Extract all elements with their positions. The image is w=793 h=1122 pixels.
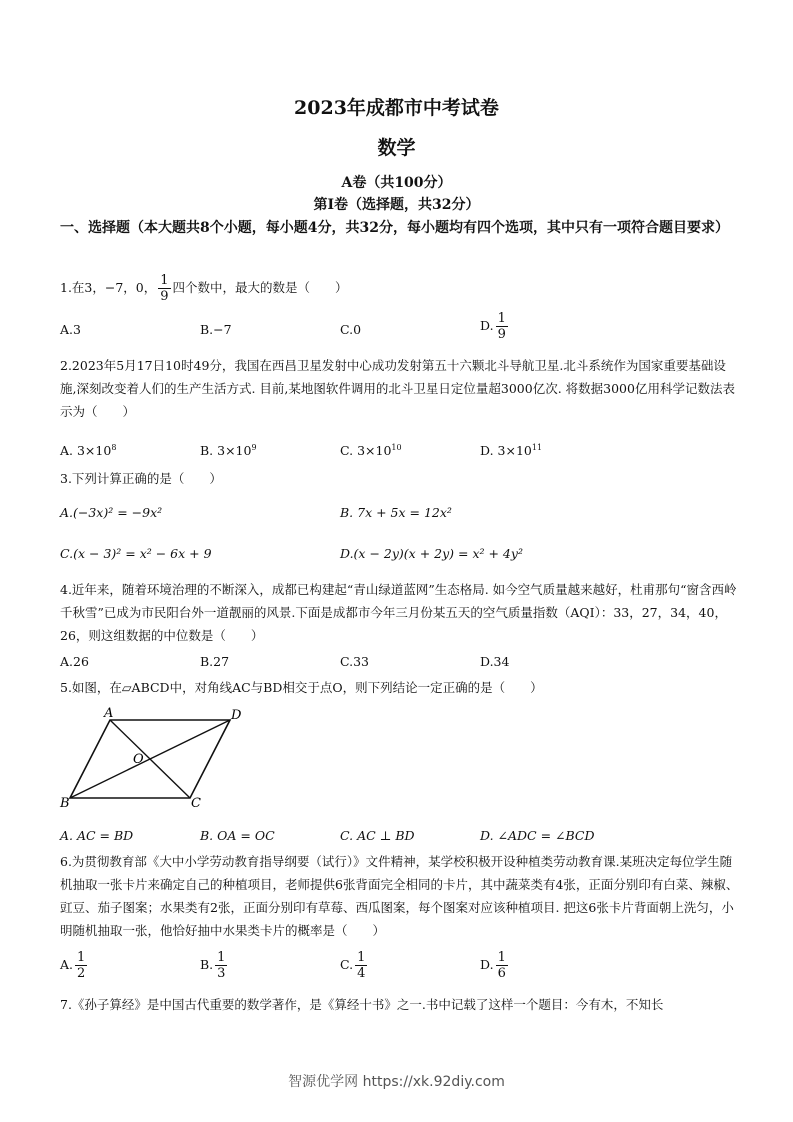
- q2-option-a: [60, 438, 116, 461]
- q3-option-c: C.(x − 3)² = x² − 6x + 9: [60, 546, 212, 561]
- q4-option-a: A.26: [60, 654, 89, 669]
- q2-a-exp: 8: [111, 443, 117, 452]
- q6-a-den: 2: [77, 966, 86, 981]
- q1-frac-num: 1: [160, 273, 169, 288]
- q1-frac-den: 9: [160, 289, 169, 304]
- q1-option-c: C.0: [340, 322, 362, 337]
- q2-a-base: A. 3×10: [60, 443, 112, 459]
- q2-c-exp: 10: [391, 443, 402, 452]
- q6-c-num: 1: [357, 950, 366, 965]
- q2-option-b: [200, 438, 257, 461]
- q5-option-d: D. ∠ADC = ∠BCD: [480, 828, 595, 843]
- q5-option-a: A. AC = BD: [60, 828, 134, 843]
- vertex-label-d: D: [231, 708, 242, 723]
- q1-fraction: [158, 273, 170, 304]
- q2-d-exp: 11: [531, 443, 543, 452]
- q5-option-c: C. AC ⊥ BD: [340, 828, 415, 843]
- diagonal-bd: [70, 720, 230, 798]
- q1-d-num: 1: [497, 311, 506, 326]
- footer-watermark: 智源优学网 https://xk.92diy.com: [288, 1074, 505, 1090]
- page-title: 2023年成都市中考试卷: [294, 97, 499, 119]
- q6-c-den: 4: [357, 966, 366, 981]
- q3-option-d: D.(x − 2y)(x + 2y) = x² + 4y²: [340, 546, 523, 561]
- q2-option-d: [480, 438, 542, 461]
- q3-option-a: A.(−3x)² = −9x²: [60, 505, 163, 520]
- q4-option-b: B.27: [200, 654, 230, 669]
- q6-b-den: 3: [217, 966, 226, 981]
- q5-option-b: B. OA = OC: [200, 828, 275, 843]
- q6-option-a: [60, 950, 89, 981]
- question-5-stem: 5.如图，在▱ABCD中，对角线AC与BD相交于点O，则下列结论一定正确的是（ ）: [60, 680, 543, 695]
- q1-option-a: A.3: [60, 322, 81, 337]
- q3-option-b: B. 7x + 5x = 12x²: [340, 505, 452, 520]
- q6-b-prefix: B.: [200, 957, 214, 972]
- section-heading: 一、选择题（本大题共8个小题，每小题4分，共32分，每小题均有四个选项，其中只有一项符合题目要求）: [60, 220, 729, 236]
- center-label-o: O: [133, 752, 144, 767]
- q1-d-fraction: [496, 311, 508, 342]
- q2-c-base: C. 3×10: [340, 443, 392, 459]
- q6-option-d: [480, 950, 510, 981]
- part1-heading: 第Ⅰ卷（选择题，共32分）: [313, 197, 480, 213]
- question-1-stem: [60, 270, 740, 306]
- volume-a-heading: A卷（共100分）: [341, 175, 452, 191]
- vertex-label-c: C: [191, 796, 201, 811]
- vertex-label-a: A: [104, 706, 114, 721]
- q6-d-prefix: D.: [480, 957, 494, 972]
- q1-d-prefix: D.: [480, 318, 494, 333]
- q2-b-exp: 9: [251, 443, 257, 452]
- q6-d-den: 6: [497, 966, 506, 981]
- q2-b-base: B. 3×10: [200, 443, 252, 459]
- q2-option-c: [340, 438, 402, 461]
- question-4-stem: 4.近年来，随着环境治理的不断深入，成都已构建起“青山绿道蓝网”生态格局. 如今空气质量越来越好，杜甫那句“窗含西岭千秋雪”已成为市民阳台外一道靓丽的风景.下面是成都市今年三月份某五天的空气质量指数（AQI）：33，27，34，40，26，则这组数据的中位数是（ ）: [60, 582, 737, 643]
- q1-d-den: 9: [497, 327, 506, 342]
- q6-a-fraction: [75, 950, 87, 981]
- q1-option-b: B.−7: [200, 322, 232, 337]
- subject-title: 数学: [377, 137, 416, 159]
- q6-option-b: [200, 950, 229, 981]
- question-3-stem: 3.下列计算正确的是（ ）: [60, 471, 222, 486]
- q6-c-fraction: [355, 950, 367, 981]
- vertex-label-b: B: [60, 796, 70, 811]
- question-2-stem: 2.2023年5月17日10时49分，我国在西昌卫星发射中心成功发射第五十六颗北斗导航卫星.北斗系统作为国家重要基础设施,深刻改变着人们的生产生活方式. 目前,某地图软件调用的北斗卫星日定位量超3000亿次. 将数据3000亿用科学记数法表示为（ ）: [60, 358, 735, 419]
- q6-option-c: [340, 950, 369, 981]
- q6-b-num: 1: [217, 950, 226, 965]
- q2-d-base: D. 3×10: [480, 443, 532, 459]
- q6-a-prefix: A.: [60, 957, 74, 972]
- parallelogram-figure: [55, 705, 255, 815]
- question-7-stem: 7.《孙子算经》是中国古代重要的数学著作，是《算经十书》之一.书中记载了这样一个题目：今有木，不知长: [60, 997, 664, 1012]
- q1-stem-after: 四个数中，最大的数是（ ）: [172, 280, 348, 295]
- q4-option-c: C.33: [340, 654, 369, 669]
- q6-d-fraction: [496, 950, 508, 981]
- q6-c-prefix: C.: [340, 957, 354, 972]
- q4-option-d: D.34: [480, 654, 510, 669]
- q6-b-fraction: [215, 950, 227, 981]
- q6-d-num: 1: [497, 950, 506, 965]
- q1-stem-before: 1.在3，−7，0，: [60, 280, 157, 295]
- q1-option-d: [480, 311, 510, 342]
- q6-a-num: 1: [77, 950, 86, 965]
- question-6-stem: 6.为贯彻教育部《大中小学劳动教育指导纲要（试行）》文件精神，某学校积极开设种植类劳动教育课.某班决定每位学生随机抽取一张卡片来确定自己的种植项目，老师提供6张背面完全相同的卡片，其中蔬菜类有4张，正面分别印有白菜、辣椒、豇豆、茄子图案；水果类有2张，正面分别印有草莓、西瓜图案，每个图案对应该种植项目. 把这6张卡片背面朝上洗匀，小明随机抽取一张，他恰好抽中水果类卡片的概率是（ ）: [60, 854, 739, 938]
